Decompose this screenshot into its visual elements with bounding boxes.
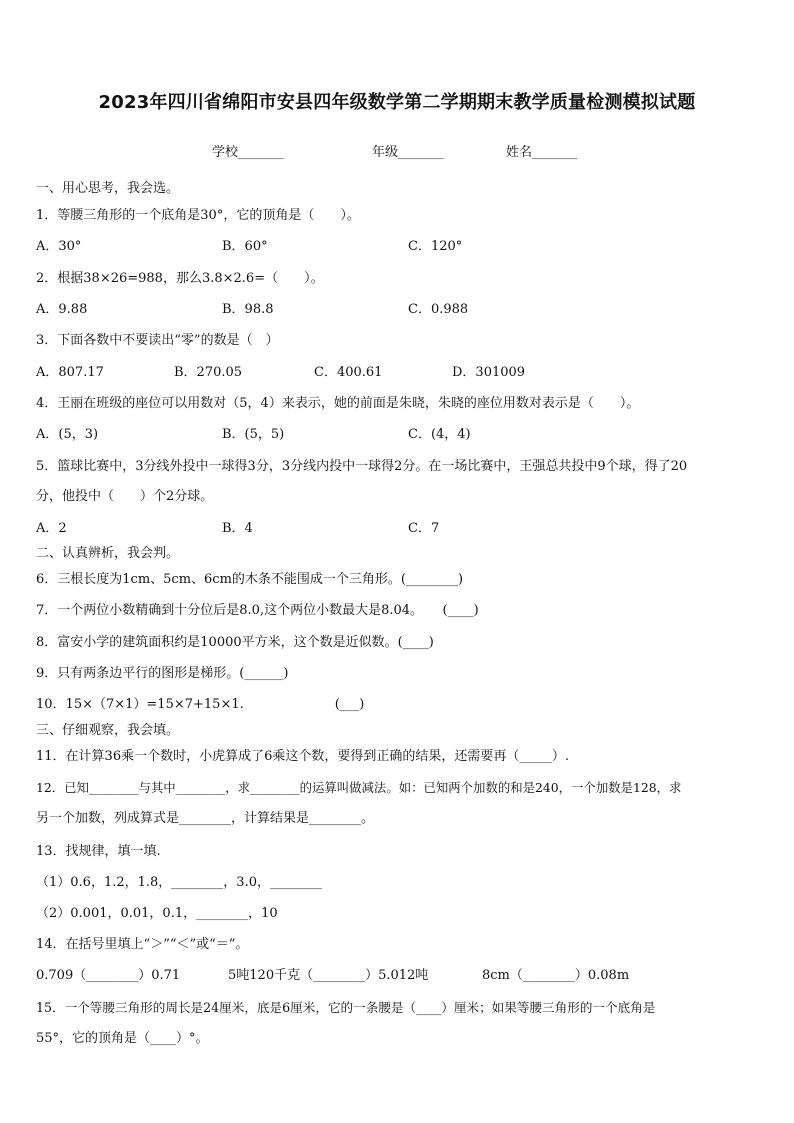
question-14-stem: 14．在括号里填上“＞”“＜”或“＝”。	[36, 937, 249, 952]
question-12-line-2: 另一个加数，列成算式是________，计算结果是________。	[36, 811, 375, 826]
question-12-line-1: 12．已知________与其中________，求________的运算叫做减法。如：已知两个加数的和是240，一个加数是128，求	[36, 780, 682, 795]
section-heading-2: 二、认真辨析，我会判。	[36, 546, 180, 561]
question-5-option-b: B．4	[222, 521, 253, 536]
question-13-part-1: （1）0.6，1.2，1.8，________，3.0，________	[36, 875, 322, 890]
question-3-option-c: C．400.61	[314, 365, 383, 380]
question-15-line-1: 15．一个等腰三角形的周长是24厘米，底是6厘米，它的一条腰是（____）厘米；如果等腰三角形的一个底角是	[36, 1000, 656, 1015]
question-14-compare-2: 5吨120千克（________）5.012吨	[228, 968, 429, 983]
question-9: 9．只有两条边平行的图形是梯形。(______)	[36, 666, 289, 681]
question-8: 8．富安小学的建筑面积约是10000平方米，这个数是近似数。(____)	[36, 635, 434, 650]
question-3-option-d: D．301009	[452, 365, 526, 380]
question-1-option-a: A．30°	[36, 239, 82, 254]
question-1-option-c: C．120°	[408, 239, 463, 254]
question-4-stem: 4．王丽在班级的座位可以用数对（5，4）来表示，她的前面是朱晓，朱晓的座位用数对表示是（ ）。	[36, 396, 640, 411]
school-field: 学校_______	[212, 145, 284, 160]
section-heading-3: 三、仔细观察，我会填。	[36, 723, 180, 738]
question-3-option-a: A．807.17	[36, 365, 104, 380]
question-1-option-b: B．60°	[222, 239, 268, 254]
question-6: 6．三根长度为1cm、5cm、6cm的木条不能围成一个三角形。(________)	[36, 572, 464, 587]
question-2-stem: 2．根据38×26=988，那么3.8×2.6=（ ）。	[36, 271, 324, 286]
question-4-option-a: A．(5，3)	[36, 427, 99, 442]
question-5-option-c: C．7	[408, 521, 440, 536]
question-4-option-b: B．(5，5)	[222, 427, 285, 442]
question-5-stem-line-2: 分，他投中（ ）个2分球。	[36, 489, 214, 504]
section-heading-1: 一、用心思考，我会选。	[36, 181, 180, 196]
page-title: 2023年四川省绵阳市安县四年级数学第二学期期末教学质量检测模拟试题	[98, 92, 696, 113]
question-4-option-c: C．(4，4)	[408, 427, 471, 442]
question-7: 7．一个两位小数精确到十分位后是8.0,这个两位小数最大是8.04。 (____)	[36, 603, 479, 618]
question-3-stem: 3．下面各数中不要读出“零”的数是（ ）	[36, 333, 279, 348]
question-10: 10．15×（7×1）=15×7+15×1. (___)	[36, 697, 365, 712]
question-11: 11．在计算36乘一个数时，小虎算成了6乘这个数，要得到正确的结果，还需要再（_____）.	[36, 749, 569, 764]
question-2-option-b: B．98.8	[222, 302, 274, 317]
grade-field: 年级_______	[372, 145, 444, 160]
question-15-line-2: 55°，它的顶角是（____）°。	[36, 1031, 209, 1046]
question-2-option-a: A．9.88	[36, 302, 88, 317]
question-1-stem: 1．等腰三角形的一个底角是30°，它的顶角是（ ）。	[36, 208, 360, 223]
question-2-option-c: C．0.988	[408, 302, 469, 317]
question-13-stem: 13．找规律，填一填.	[36, 844, 161, 859]
question-14-compare-3: 8cm（________）0.08m	[482, 968, 630, 983]
question-3-option-b: B．270.05	[174, 365, 243, 380]
question-14-compare-1: 0.709（________）0.71	[36, 968, 181, 983]
question-13-part-2: （2）0.001，0.01，0.1，________，10	[36, 906, 278, 921]
question-5-option-a: A．2	[36, 521, 67, 536]
name-field: 姓名_______	[506, 145, 578, 160]
question-5-stem-line-1: 5．篮球比赛中，3分线外投中一球得3分，3分线内投中一球得2分。在一场比赛中，王强总共投中9个球，得了20	[36, 459, 688, 474]
